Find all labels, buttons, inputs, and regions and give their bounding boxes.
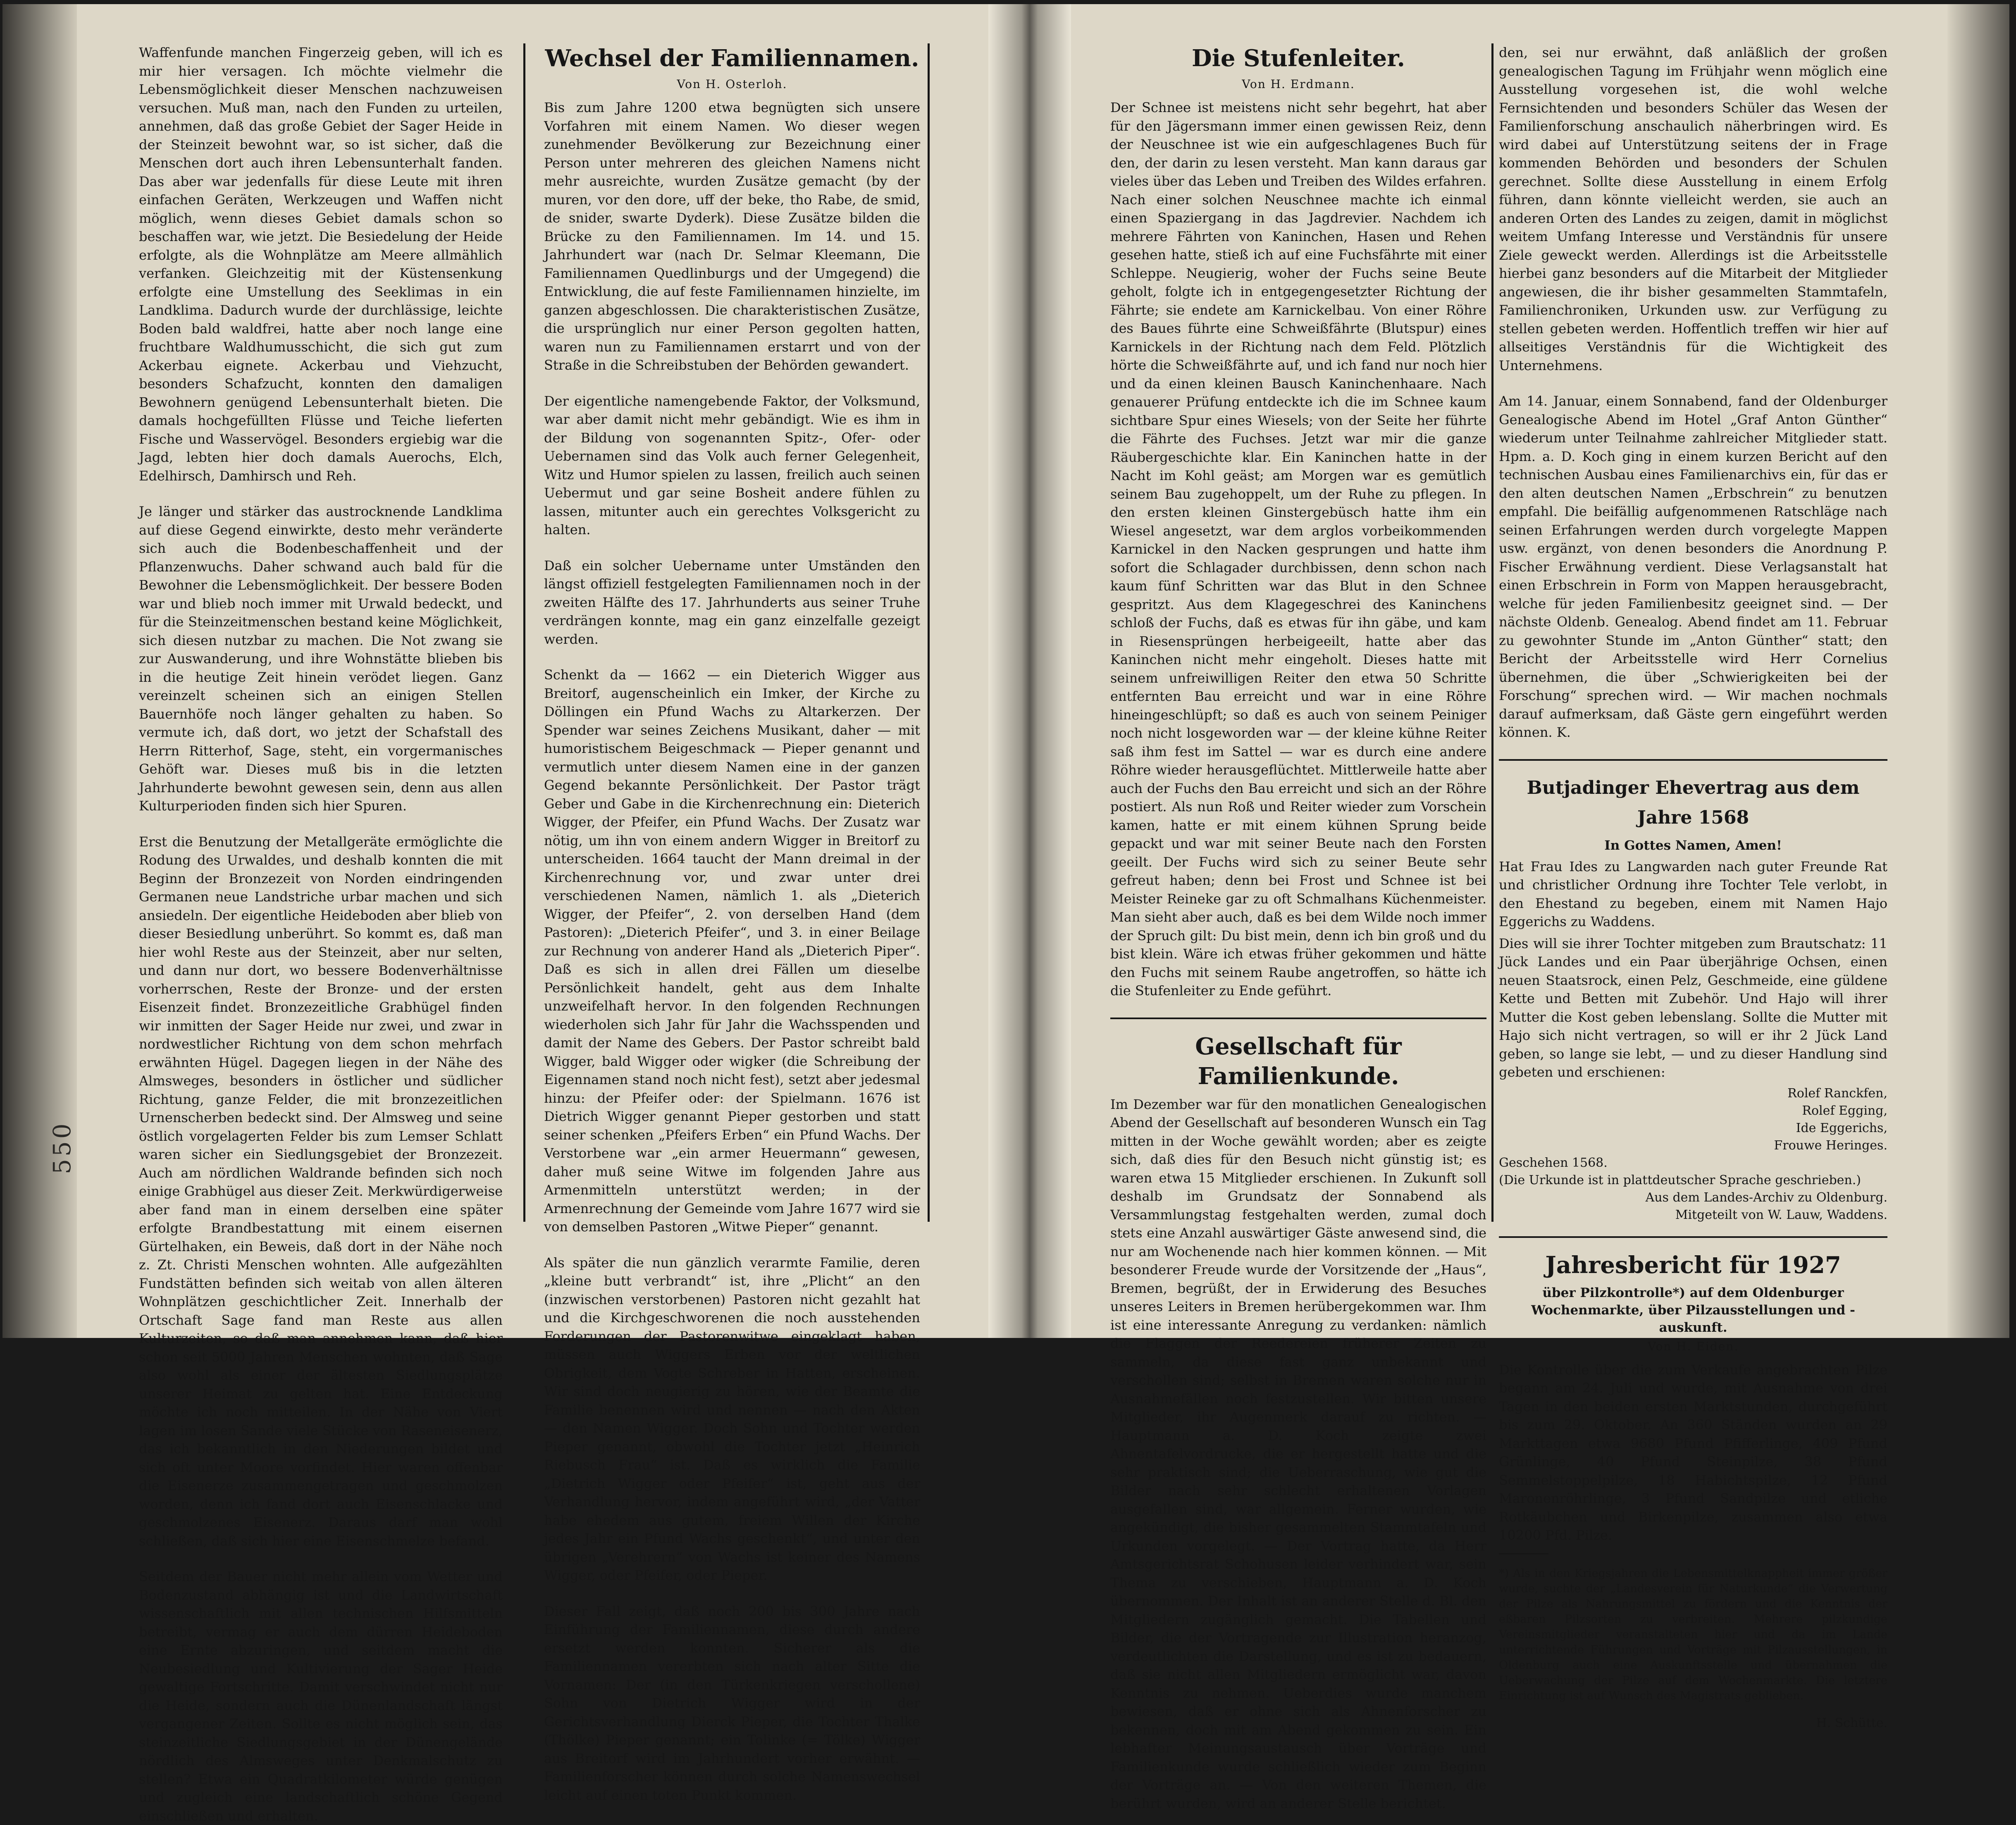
section-title: Butjadinger Ehevertrag aus dem Jahre 1568 bbox=[1527, 777, 1860, 828]
article-title: Wechsel der Familiennamen. bbox=[545, 45, 919, 72]
paragraph: Bis zum Jahre 1200 etwa begnügten sich unsere Vorfahren mit einem Namen. Wo dieser wegen zunehmender Bevölkerung zur Bezeichnung einer Person unter mehreren des gleichen Namens nicht mehr ausreichte, wurden Zusätze gemacht (by der muren, vor den dore, uff der beke, tho Rabe, de smid, de snider, swarte Dyderk). Diese Zusätze bilden die Brücke zu den Familiennamen. Im 14. und 15. Jahrhundert war (nach Dr. Selmar Kleemann, Die Familiennamen Quedlinburgs und der Umgegend) die Entwicklung, die auf feste Familiennamen hinzielte, im ganzen abgeschlossen. Die charakteristischen Zusätze, die ursprünglich nur einer Person gegolten hatten, waren nun zu Familiennamen erstarrt und von der Straße in die Schreibstuben der Behörden gewandert. bbox=[544, 100, 920, 373]
paragraph: Daß ein solcher Uebername unter Umständen den längst offiziell festgelegten Familiennamen noch in der zweiten Hälfte des 17. Jahrhunderts aus seiner Truhe verdrängen konnte, mag ein ganz einzelfalle gezeigt werden. bbox=[544, 557, 920, 647]
newspaper-spread bbox=[2, 4, 2009, 1824]
book-gutter bbox=[988, 4, 1071, 1338]
footnote: *) Als in den Kriegsjahren die Lebensmittelknappheit immer größer wurde, suchte der „Landesverein für Naturkunde“ die Verwertung der Pilze als Nahrungsmittel zu fördern und die Kenntnis der eßbaren Pilzsorten zu verbreiten. Mehrere pilzkundige Vereinsmitglieder veranstalteten hier und da im Lande unterrichtende Führungen und Vorträge mit Pilzausstellungen, in Oldenburg auch eine Auskunftsstelle und übernahmen die Ueberwachung der Pilze auf dem Wochenmarkte. Die letztere Einrichtung ist auf Wunsch des Magistrats geblieben. bbox=[1499, 1567, 1887, 1702]
section-subtitle: über Pilzkontrolle*) auf dem Oldenburger Wochenmarkte, über Pilzausstellungen und -auskunft. bbox=[1531, 1285, 1855, 1335]
paragraph: Dieser Fall zeigt, daß noch 200 bis 300 Jahre nach Einführung der Familiennamen, diese durch andere ersetzt werden konnten. Sicherer als die Familiennamen vererbten sich nach alter Sitte die Vornamen: Der (in den Türkenkriegen verschollene) Sohn von Dietrich Wigger wird in der Gerichtsverhandlung Dierck Pieper, die Tochter Thalke (Thölke) Pieper genannt; ein Tolinke (= Tölke) Wigger aus Breitorf wird im Jahrhundert vorher erwähnt. — Familienforscher können durch solche Namenswechsel leicht auf einen toten Punkt kommen. bbox=[544, 1603, 920, 1803]
witness-name: Ide Eggerichs, bbox=[1796, 1120, 1887, 1135]
section-title: Jahresbericht für 1927 bbox=[1545, 1251, 1841, 1279]
column-rule bbox=[523, 43, 525, 1222]
section-subtitle: In Gottes Namen, Amen! bbox=[1604, 838, 1782, 853]
article-column bbox=[1110, 43, 1486, 1811]
page-number: 550 bbox=[48, 1121, 76, 1174]
paragraph: Schenkt da — 1662 — ein Dieterich Wigger aus Breitorf, augenscheinlich ein Imker, der Kirche zu Döllingen ein Pfund Wachs zu Altarkerzen. Der Spender war seines Zeichens Musikant, daher — mit humoristischem Beigeschmack — Pieper genannt und vermutlich unter diesem Namen eine in der ganzen Gegend bekannte Persönlichkeit. Der Pastor trägt Geber und Gabe in die Kirchenrechnung ein: Dieterich Wigger, der Pfeifer, ein Pfund Wachs. Der Zusatz war nötig, um ihn von einem andern Wigger in Breitorf zu unterscheiden. 1664 taucht der Mann dreimal in der Kirchenrechnung vor, und zwar unter drei verschiedenen Namen, nämlich 1. als „Dieterich Wigger, der Pfeifer“, 2. von derselben Hand (dem Pastoren): „Dieterich Pfeifer“, und 3. in einer Beilage zur Rechnung von anderer Hand als „Dieterich Piper“. Daß es sich in allen drei Fällen um dieselbe Persönlichkeit handelt, geht aus dem Inhalte unzweifelhaft hervor. In den folgenden Rechnungen wiederholen sich Jahr für Jahr die Wachsspenden und damit der Name des Gebers. Der Pastor schreibt bald Wigger, bald Wigger oder wigker (die Schreibung der Eigennamen stand noch nicht fest), setzt aber jedesmal hinzu: der Pfeifer oder: der Spielmann. 1676 ist Dietrich Wigger genannt Pieper gestorben und statt seiner schenken „Pfeifers Erben“ ein Pfund Wachs. Der Verstorbene war „ein armer Heuermann“ gewesen, daher muß seine Witwe im folgenden Jahre aus Armenmitteln unterstützt werden; in der Armenrechnung der Gemeinde vom Jahre 1677 wird sie von demselben Pastoren „Witwe Pieper“ genannt. bbox=[544, 667, 920, 1235]
witness-name: Rolef Ranckfen, bbox=[1787, 1086, 1887, 1101]
paragraph: Seitdem der Bauer nicht mehr allein vom Wetter und Bodenzustand abhängig ist und die Landwirtschaft wissenschaftlich mit allen technischen Hilfsmitteln betreibt, vermag er auch dem dürren Heideboden eine Ernte abzuringen, und seitdem macht die Neubesiedlung und Kultivierung der Sager Heide gewaltige Fortschritte. Damit verschwindet nicht nur die Heide, sondern auch die Dünenlandschaft längst vergangener Zeiten. Sollte es nicht möglich sein, das steinzeitliche Siedlungsgebiet in der Dünengelände nördlich des Almsweges unter Denkmalschutz zu stellen? Etwa ein Quadratkilometer würde genügen und zugleich eine landschaftlich schöne Gegend einschließen und erhalten. bbox=[139, 1569, 503, 1824]
paragraph: Dies will sie ihrer Tochter mitgeben zum Brautschatz: 11 Jück Landes und ein Paar überjährige Ochsen, einen neuen Staatsrock, einen Pelz, Geschmeide, eine güldene Kette und Betten mit Zubehör. Und Hajo will ihrer Mutter die Kost geben lebenslang. Sollte die Mutter mit Hajo sich nicht vertragen, so will er ihr 2 Jück Land geben, so lange sie lebt, — und zu dieser Handlung sind gebeten und erschienen: bbox=[1499, 935, 1887, 1080]
paragraph: Im Dezember war für den monatlichen Genealogischen Abend der Gesellschaft auf besonderen Wunsch ein Tag mitten in der Woche gewählt worden; aber es zeigte sich, daß dies für den Besuch nicht günstig ist; es waren etwa 15 Mitglieder erschienen. In Zukunft soll deshalb im Grundsatz der Sonnabend als Versammlungstag festgehalten werden, zumal doch stets eine Anzahl auswärtiger Gäste anwesend sind, die nur am Wochenende nach hier kommen können. — Mit besonderer Freude wurde der Vorsitzende der „Haus“, Bremen, begrüßt, der in Erwiderung des Besuches unseres Leiters in Bremen herübergekommen war. Ihm ist eine interessante Anregung zu verdanken: nämlich die Flaggen der Reedereien früherer Zeiten zu sammeln, da diese fast ganz unbekannt und verschollen sind; selbst in Bremen waren solche nur in Ausnahmefällen noch festzustellen. Wir bitten unsere Mitglieder, ihr Augenmerk darauf zu richten. — Hauptmann a. D. Koch zeigte zwei Ahnentafelvordrucke, die er hergestellt hatte und die sehr praktisch sind; die Ueberraschung, wie gut die Bilder nach sehr schlecht erhaltenen Vorlagen ausgefallen sind, war allgemein. Ferner wurden, wie angekündigt, die bisher gesammelten Stammtafeln und Urkunden vorgelegt. — Der Vortrag hatte, da Herr Amtsgerichtsrat Schohusen leider verhindert war, sein Thema zu verschieben, Hauptmann a. D. Koch übernommen. Der Inhalt ist an anderer Stelle d. Bl. den Mitgliedern zugänglich gemacht. Die Tabellen und Bilder, die der Vortragende zur Illustration heranzog, verdeutlichten die Darstellung, und es ist zu bedauern, daß sie nicht allen Mitgliedern ermöglicht war, davon Kenntnis zu nehmen. Ueberdies wurde manchem bewiesen, daß er ohne sich als Ahnenforscher zu bekennen, doch mit am Abend gekommen zu sein. Ein lebhafter Meinungsaustausch über Vorträge und Familienkunde wurde schließlich wieder zum Beginn der Vorträge an. — Von den weiteren Themen, die berührt wurden, wird an anderer Stelle berichtet. bbox=[1110, 1096, 1486, 1811]
article-column bbox=[544, 43, 920, 1803]
witness-name: Rolef Egging, bbox=[1802, 1103, 1887, 1118]
paragraph: Der eigentliche namengebende Faktor, der Volksmund, war aber damit nicht mehr gebändigt. Wie es ihm in der Bildung von sogenannten Spitz-, Ofer- oder Uebernamen sind das Volk auch ferner Gelegenheit, Witz und Humor spielen zu lassen, freilich auch seinen Uebermut und gar seine Bosheit andere fühlen zu lassen, mitunter auch ein gerechtes Volksgericht zu halten. bbox=[544, 393, 920, 537]
article-byline: Von H. Erdmann. bbox=[1242, 77, 1355, 91]
document-date: Geschehen 1568. bbox=[1499, 1155, 1608, 1170]
document-source: Aus dem Landes-Archiv zu Oldenburg. bbox=[1645, 1190, 1887, 1205]
footnote-rule bbox=[1499, 1553, 1548, 1555]
paragraph: den, sei nur erwähnt, daß anläßlich der großen genealogischen Tagung im Frühjahr wenn möglich eine Ausstellung vorgesehen ist, die wohl welche Fernsichtenden und besonders Schüler das Wesen der Familienforschung anschaulich näherbringen wird. Es wird dabei auf Unterstützung seitens der in Frage kommenden Behörden und besonders der Schulen gerechnet. Sollte diese Ausstellung in einem Erfolg führen, dann könnte vielleicht werden, sie auch an anderen Orten des Landes zu zeigen, damit in möglichst weitem Umfang Interesse und Verständnis für unsere Ziele geweckt werden. Allerdings ist die Arbeitsstelle hierbei ganz besonders auf die Mitarbeit der Mitglieder angewiesen, die ihr bisher gesammelten Stammtafeln, Familienchroniken, Urkunden usw. zur Verfügung zu stellen gebeten werden. Hoffentlich treffen wir hier auf allseitiges Verständnis für die Wichtigkeit des Unternehmens. bbox=[1499, 45, 1887, 373]
paragraph: Hat Frau Ides zu Langwarden nach guter Freunde Rat und christlicher Ordnung ihre Tochter Tele verlobt, in den Ehestand zu begeben, einem mit Namen Hajo Eggerichs zu Waddens. bbox=[1499, 858, 1887, 929]
paragraph: Waffenfunde manchen Fingerzeig geben, will ich es mir hier versagen. Ich möchte vielmehr die Lebensmöglichkeit dieser Menschen nachzuweisen versuchen. Muß man, nach den Funden zu urteilen, annehmen, daß das große Gebiet der Sager Heide in der Steinzeit bewohnt war, so ist sicher, daß die Menschen dort auch ihren Lebensunterhalt fanden. Das aber war jedenfalls für diese Leute mit ihren einfachen Geräten, Werkzeugen und Waffen nicht möglich, wenn dieses Gebiet damals schon so beschaffen war, wie jetzt. Die Besiedelung der Heide erfolgte, als die Wohnplätze am Meere allmählich verfanken. Gleichzeitig mit der Küstensenkung erfolgte eine Umstellung des Seeklimas in ein Landklima. Dadurch wurde der durchlässige, leichte Boden bald waldfrei, hatte aber noch lange eine fruchtbare Waldhumusschicht, die sich gut zum Ackerbau eignete. Ackerbau und Viehzucht, besonders Schafzucht, konnten den damaligen Bewohnern genügend Lebensunterhalt bieten. Die damals hochgefüllten Flüsse und Teiche lieferten Fische und Wasservögel. Besonders ergiebig war die Jagd, lebten hier doch damals Auerochs, Elch, Edelhirsch, Damhirsch und Reh. bbox=[139, 45, 503, 484]
section-title: Gesellschaft für Familienkunde. bbox=[1195, 1032, 1402, 1090]
paragraph: Je länger und stärker das austrocknende Landklima auf diese Gegend einwirkte, desto mehr veränderte sich auch die Bodenbeschaffenheit und der Pflanzenwuchs. Daher schwand auch bald für die Bewohner die Lebensmöglichkeit. Der bessere Boden war und blieb noch immer mit Urwald bedeckt, und für die Steinzeitmenschen bestand keine Möglichkeit, sich diesen nutzbar zu machen. Die Not zwang sie zur Auswanderung, und ihre Wohnstätte blieben bis in die heutige Zeit hinein verödet liegen. Ganz vereinzelt scheinen sich an einigen Stellen Bauernhöfe noch länger gehalten zu haben. So vermute ich, daß dort, wo jetzt der Schafstall des Herrn Ritterhof, Sage, steht, ein vorgermanisches Gehöft war. Dieses muß bis in die letzten Jahrhunderte bewohnt gewesen sein, denn aus allen Kulturperioden finden sich hier Spuren. bbox=[139, 504, 503, 814]
section-divider bbox=[1110, 1018, 1486, 1019]
article-title: Die Stufenleiter. bbox=[1192, 45, 1405, 72]
paragraph: Erst die Benutzung der Metallgeräte ermöglichte die Rodung des Urwaldes, und deshalb konnten die mit Beginn der Bronzezeit von Norden eindringenden Germanen neue Landstriche urbar machen und sich ansiedeln. Der eigentliche Heideboden aber blieb von dieser Besiedlung unberührt. So kommt es, daß man hier wohl Reste aus der Steinzeit, aber nur selten, und dann nur dort, wo bessere Bodenverhältnisse vorherrschen, Reste der Bronze- und der ersten Eisenzeit findet. Bronzezeitliche Grabhügel finden wir inmitten der Sager Heide nur zwei, und zwar in nordwestlicher Richtung von dem schon mehrfach erwähnten Hügel. Dagegen liegen in der Nähe des Almsweges, besonders in östlicher und südlicher Richtung, ganze Felder, die mit bronzezeitlichen Urnenscherben bedeckt sind. Der Almsweg und seine östlich vorgelagerten Felder bis zum Lemser Schlatt waren sicher ein Siedlungsgebiet der Bronzezeit. Auch am nördlichen Waldrande befinden sich noch einige Grabhügel aus dieser Zeit. Merkwürdigerweise aber fand man in einem derselben eine später erfolgte Brandbestattung mit einem eisernen Gürtelhaken, ein Beweis, daß dort in der Nähe noch z. Zt. Christi Menschen wohnten. Alle aufgezählten Fundstätten befinden sich weitab von allen älteren Wohnplätzen geschichtlicher Zeit. Innerhalb der Ortschaft Sage fand man Reste aus allen Kulturzeiten, so daß man annehmen kann, daß hier schon seit 5000 Jahren Menschen wohnten, daß Sage also wohl als einer der ältesten Siedlungsplätze unserer Heimat zu gelten hat. Eine Entdeckung möchte ich noch mitteilen. In der Nähe von Viert lagen im losen Sande viele Stücke von Raseneisenerz, das ich bekanntlich in den Niederungen bildet und sich oft unter Moore vorfindet. Hier waren offenbar die Eisenerze zusammengetragen und geschmolzen worden, denn ich fand dort auch Eisenschlacke und geschmolzenes Eisenerz. Daraus darf man wohl schließen, daß sich hier eine Eisenschmelze befand. bbox=[139, 834, 503, 1549]
page-edge-shadow bbox=[1947, 4, 2009, 1338]
article-column bbox=[139, 43, 503, 1824]
section-divider bbox=[1499, 1236, 1887, 1238]
article-byline: Von H. Eiden. bbox=[1647, 1339, 1739, 1353]
witness-name: Frouwe Heringes. bbox=[1774, 1138, 1887, 1153]
signature: H. Schütte. bbox=[1816, 1715, 1887, 1730]
paragraph: Die Kontrolle über die zum Verkaufe angebrachten Pilze begann am 24. Juli und wurde, mit Ausnahme von drei Tagen in den beiden ersten Marktstunden, durchgeführt bis zum 29. Oktober. An 360 Ständen wurden an 29 Markttagen etwa 9680 Pfund Pfifferlinge, 409 Pfund Grünlinge, 40 Pfund Steinpilze, 38 Pfund Semmelstoppelpilze, 18 Habichtspilze, 12 Pfund Maronenröhrlinge, 3 Pfund Sandpilze und etliche Rotkäubchen und Birkenpilze, zusammen also etwa 10200 Pfd. Pilze. bbox=[1499, 1362, 1887, 1543]
paragraph: Als später die nun gänzlich verarmte Familie, deren „kleine butt verbrandt“ ist, ihre „Plicht“ an den (inzwischen verstorbenen) Pastoren nicht gezahlt hat und die Kirchgeschworenen die noch ausstehenden Forderungen der Pastorenwitwe eingeklagt haben, müssen auch Wiggers Erben vor der weltlichen Obrigkeit, dem Vogte Schreber in Hatten, erscheinen. Wir sind doch neugierig zu hören, wie der Beamte die Familie benennen wird und nennen — nach den Akten — den Namen Wigger. Doch Sohn und Tochter werden Pieper genannt, obwohl die Tochter jetzt „Heinrich Riebusch Frau“ ist. Daß es wirklich die Familie „Dietrich Wigger oder Pfeifer“ ist, geht aus der Verhandlung hervor, indem angeführt wird, „der Vatter habe ehedem aus gutem, freiem Willen der Kirche jedes Jahr ein Pfund Wachs geschenkt“, und unter den übrigen „Verehrern“ von Wachs ist keiner des Namens Wigger, oder Pfeifer, oder Pieper. bbox=[544, 1254, 920, 1583]
column-rule bbox=[1491, 43, 1494, 1222]
article-column bbox=[1499, 43, 1887, 1730]
paragraph: Am 14. Januar, einem Sonnabend, fand der Oldenburger Genealogische Abend im Hotel „Graf Anton Günther“ wiederum unter Teilnahme zahlreicher Mitglieder statt. Hpm. a. D. Koch ging in einem kurzen Bericht auf den technischen Ausbau eines Familienarchivs ein, für das er den alten deutschen Namen „Erbschrein“ zu benutzen empfahl. Die beifällig aufgenommenen Ratschläge nach seinen Erfahrungen werden durch vorgelegte Mappen usw. ergänzt, von denen besonders die Anordnung P. Fischer Erwähnung verdient. Diese Verlagsanstalt hat einen Erbschrein in Form von Mappen herausgebracht, welche für jeden Familienbesitz geeignet sind. — Der nächste Oldenb. Genealog. Abend findet am 11. Februar zu gewohnter Stunde im „Anton Günther“ statt; den Bericht der Arbeitsstelle wird Herr Cornelius übernehmen, die über „Schwierigkeiten bei der Forschung“ sprechen wird. — Wir machen nochmals darauf aufmerksam, daß Gäste gern eingeführt werden können. K. bbox=[1499, 393, 1887, 740]
column-rule bbox=[928, 43, 930, 1222]
section-divider bbox=[1499, 759, 1887, 761]
paragraph: Der Schnee ist meistens nicht sehr begehrt, hat aber für den Jägersmann immer einen gewissen Reiz, denn der Neuschnee ist wie ein aufgeschlagenes Buch für den, der darin zu lesen versteht. Man kann daraus gar vieles über das Leben und Treiben des Wildes erfahren. Nach einer solchen Neuschnee machte ich einmal einen Spaziergang in das Jagdrevier. Nachdem ich mehrere Fährten von Kaninchen, Hasen und Rehen gesehen hatte, stieß ich auf eine Fuchsfährte mit einer Schleppe. Neugierig, woher der Fuchs seine Beute geholt, folgte ich in entgegengesetzter Richtung der Fährte; sie endete am Karnickelbau. Von einer Röhre des Baues führte eine Schweißfährte (Blutspur) eines Karnickels in der Richtung nach dem Feld. Plötzlich hörte die Schweißfährte auf, und ich fand nur noch hier und da einen kleinen Bausch Kaninchenhaare. Nach genauerer Prüfung entdeckte ich die im Schnee kaum sichtbare Spur eines Wiesels; von der Seite her führte die Fährte des Fuchses. Jetzt war mir die ganze Räubergeschichte klar. Ein Kaninchen hatte in der Nacht im Kohl geäst; am Morgen war es gemütlich seinem Bau zugehoppelt, um der Ruhe zu pflegen. In den ersten kleinen Ginstergebüsch hatte ihm ein Wiesel angesetzt, war dem arglos vorbeikommenden Karnickel in den Nacken gesprungen und hatte ihm sofort die Schlagader durchbissen, denn schon nach kaum fünf Schritten war das Blut in den Schnee gespritzt. Aus dem Klagegeschrei des Kaninchens schloß der Fuchs, daß es etwas für ihn gäbe, und kam in Riesensprüngen herbeigeeilt, hatte aber das Kaninchen nicht mehr eingeholt. Dieses hatte mit seinem unfreiwilligen Reiter den etwa 50 Schritte entfernten Bau erreicht und war in eine Röhre hineingeschlüpft; so daß es auch von seinem Peiniger noch nicht losgeworden war — der kleine kühne Reiter saß ihm fest im Sattel — war es durch eine andere Röhre wieder herausgeflüchtet. Mittlerweile hatte aber auch der Fuchs den Bau erreicht und sich an der Röhre postiert. Als nun Roß und Reiter wieder zum Vorschein kamen, hatte er mit einem kühnen Sprung beide gepackt und war mit seiner Beute nach den Forsten geeilt. Der Fuchs wird sich zu seiner Beute sehr gefreut haben; denn bei Frost und Schnee ist bei Meister Reineke gar zu oft Schmalhans Küchenmeister. Man sieht aber auch, daß es bei dem Wilde noch immer der Spruch gilt: Du bist mein, denn ich bin groß und du bist klein. Wäre ich etwas früher gekommen und hätte den Fuchs mit seinem Raube angetroffen, so hätte ich die Stufenleiter zu Ende geführt. bbox=[1110, 100, 1486, 998]
document-contributor: Mitgeteilt von W. Lauw, Waddens. bbox=[1675, 1207, 1887, 1222]
article-byline: Von H. Osterloh. bbox=[677, 77, 787, 91]
document-note: (Die Urkunde ist in plattdeutscher Sprache geschrieben.) bbox=[1499, 1173, 1861, 1187]
